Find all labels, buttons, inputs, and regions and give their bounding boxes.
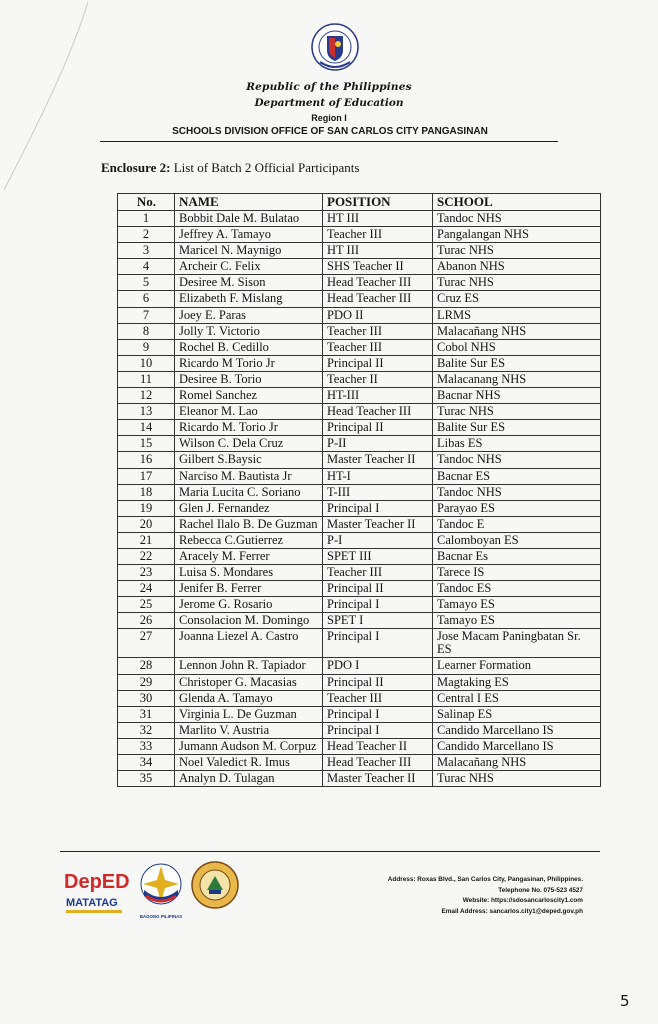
cell-position: Master Teacher II	[323, 771, 433, 787]
cell-no: 1	[118, 211, 175, 227]
cell-name: Glen J. Fernandez	[175, 500, 323, 516]
participants-table-body	[118, 211, 601, 787]
cell-position: Master Teacher II	[323, 516, 433, 532]
table-row	[118, 500, 601, 516]
footer-telephone: Telephone No. 075-523 4527	[498, 886, 583, 894]
bagong-pilipinas-logo	[136, 860, 186, 924]
footer-contact	[283, 875, 583, 917]
cell-no: 11	[118, 371, 175, 387]
cell-position: Head Teacher II	[323, 738, 433, 754]
table-row	[118, 629, 601, 658]
cell-school: Tandoc E	[433, 516, 601, 532]
cell-no: 26	[118, 613, 175, 629]
table-row	[118, 323, 601, 339]
header-divider	[100, 141, 558, 142]
cell-school: Candido Marcellano IS	[433, 738, 601, 754]
cell-no: 9	[118, 339, 175, 355]
table-row	[118, 771, 601, 787]
cell-school: Turac NHS	[433, 404, 601, 420]
cell-name: Archeir C. Felix	[175, 259, 323, 275]
table-row	[118, 516, 601, 532]
table-row	[118, 484, 601, 500]
cell-school: Malacañang NHS	[433, 755, 601, 771]
cell-no: 18	[118, 484, 175, 500]
cell-school: Abanon NHS	[433, 259, 601, 275]
footer-email: Email Address: sancarlos.city1@deped.gov.ph	[441, 907, 583, 915]
cell-name: Joey E. Paras	[175, 307, 323, 323]
cell-school: Cruz ES	[433, 291, 601, 307]
table-row	[118, 404, 601, 420]
cell-school: Bacnar ES	[433, 468, 601, 484]
table-row	[118, 613, 601, 629]
cell-school: Balite Sur ES	[433, 355, 601, 371]
cell-position: T-III	[323, 484, 433, 500]
cell-no: 2	[118, 227, 175, 243]
cell-no: 13	[118, 404, 175, 420]
cell-school: Candido Marcellano IS	[433, 722, 601, 738]
footer-address: Address: Roxas Blvd., San Carlos City, Pangasinan, Philippines.	[387, 876, 583, 883]
cell-no: 22	[118, 548, 175, 564]
cell-position: Principal I	[323, 629, 433, 658]
table-row	[118, 355, 601, 371]
cell-school: Malacañang NHS	[433, 323, 601, 339]
cell-position: Teacher III	[323, 339, 433, 355]
participants-table	[117, 193, 601, 787]
header-position: POSITION	[323, 194, 433, 211]
matatag-logo-text: MATATAG	[66, 897, 118, 909]
cell-name: Maricel N. Maynigo	[175, 243, 323, 259]
cell-no: 7	[118, 307, 175, 323]
table-row	[118, 339, 601, 355]
cell-school: Magtaking ES	[433, 674, 601, 690]
cell-school: Balite Sur ES	[433, 420, 601, 436]
cell-no: 19	[118, 500, 175, 516]
cell-position: Principal II	[323, 420, 433, 436]
page-number: 5	[620, 992, 630, 1010]
cell-school: Bacnar Es	[433, 548, 601, 564]
cell-school: Central I ES	[433, 690, 601, 706]
cell-name: Aracely M. Ferrer	[175, 548, 323, 564]
cell-position: Teacher III	[323, 323, 433, 339]
cell-name: Maria Lucita C. Soriano	[175, 484, 323, 500]
cell-position: P-I	[323, 532, 433, 548]
cell-school: Tarece IS	[433, 565, 601, 581]
deped-matatag-logo	[62, 860, 132, 930]
cell-no: 29	[118, 674, 175, 690]
table-row	[118, 291, 601, 307]
deped-seal-logo	[310, 22, 360, 74]
table-row	[118, 706, 601, 722]
cell-name: Jenifer B. Ferrer	[175, 581, 323, 597]
cell-name: Marlito V. Austria	[175, 722, 323, 738]
cell-position: Master Teacher II	[323, 452, 433, 468]
cell-no: 27	[118, 629, 175, 658]
department-line: Department of Education	[254, 97, 404, 109]
cell-school: LRMS	[433, 307, 601, 323]
cell-name: Rachel Ilalo B. De Guzman	[175, 516, 323, 532]
table-row	[118, 658, 601, 674]
region-line: Region I	[311, 113, 347, 123]
cell-no: 12	[118, 388, 175, 404]
table-row	[118, 211, 601, 227]
cell-no: 4	[118, 259, 175, 275]
cell-school: Tamayo ES	[433, 613, 601, 629]
cell-no: 31	[118, 706, 175, 722]
cell-position: Principal II	[323, 355, 433, 371]
cell-position: Teacher III	[323, 565, 433, 581]
cell-position: HT III	[323, 243, 433, 259]
cell-school: Tamayo ES	[433, 597, 601, 613]
enclosure-title: List of Batch 2 Official Participants	[173, 160, 360, 175]
cell-no: 10	[118, 355, 175, 371]
deped-logo-text: DepED	[64, 871, 130, 893]
cell-no: 25	[118, 597, 175, 613]
cell-school: Bacnar NHS	[433, 388, 601, 404]
cell-school: Turac NHS	[433, 243, 601, 259]
table-row	[118, 532, 601, 548]
cell-position: Teacher III	[323, 690, 433, 706]
cell-position: Teacher III	[323, 227, 433, 243]
cell-name: Eleanor M. Lao	[175, 404, 323, 420]
cell-position: Principal II	[323, 674, 433, 690]
cell-no: 16	[118, 452, 175, 468]
table-row	[118, 738, 601, 754]
cell-no: 33	[118, 738, 175, 754]
cell-name: Noel Valedict R. Imus	[175, 755, 323, 771]
cell-school: Tandoc NHS	[433, 452, 601, 468]
table-row	[118, 597, 601, 613]
footer-website: Website: https://sdosancarloscity1.com	[462, 897, 583, 904]
enclosure-label: Enclosure 2:	[101, 160, 171, 175]
cell-position: Head Teacher III	[323, 755, 433, 771]
cell-no: 20	[118, 516, 175, 532]
cell-name: Elizabeth F. Mislang	[175, 291, 323, 307]
cell-no: 8	[118, 323, 175, 339]
footer-divider	[60, 851, 600, 852]
cell-no: 6	[118, 291, 175, 307]
header-no: No.	[118, 194, 175, 211]
cell-name: Narciso M. Bautista Jr	[175, 468, 323, 484]
cell-name: Jolly T. Victorio	[175, 323, 323, 339]
cell-position: HT III	[323, 211, 433, 227]
cell-position: Principal II	[323, 581, 433, 597]
cell-position: PDO II	[323, 307, 433, 323]
table-row	[118, 275, 601, 291]
cell-name: Jeffrey A. Tamayo	[175, 227, 323, 243]
cell-name: Jumann Audson M. Corpuz	[175, 738, 323, 754]
cell-name: Joanna Liezel A. Castro	[175, 629, 323, 658]
cell-name: Luisa S. Mondares	[175, 565, 323, 581]
cell-name: Wilson C. Dela Cruz	[175, 436, 323, 452]
cell-school: Turac NHS	[433, 771, 601, 787]
enclosure-caption	[101, 160, 359, 176]
cell-no: 30	[118, 690, 175, 706]
cell-name: Romel Sanchez	[175, 388, 323, 404]
cell-position: Principal I	[323, 500, 433, 516]
cell-school: Cobol NHS	[433, 339, 601, 355]
cell-position: Head Teacher III	[323, 404, 433, 420]
table-row	[118, 690, 601, 706]
cell-school: Jose Macam Paningbatan Sr. ES	[433, 629, 601, 658]
table-row	[118, 259, 601, 275]
table-row	[118, 420, 601, 436]
table-row	[118, 565, 601, 581]
table-row	[118, 388, 601, 404]
table-header-row	[118, 194, 601, 211]
cell-no: 5	[118, 275, 175, 291]
cell-name: Rebecca C.Gutierrez	[175, 532, 323, 548]
cell-school: Tandoc NHS	[433, 484, 601, 500]
cell-no: 23	[118, 565, 175, 581]
cell-position: Principal I	[323, 722, 433, 738]
cell-name: Desiree B. Torio	[175, 371, 323, 387]
table-row	[118, 436, 601, 452]
cell-name: Jerome G. Rosario	[175, 597, 323, 613]
cell-school: Pangalangan NHS	[433, 227, 601, 243]
cell-position: HT-I	[323, 468, 433, 484]
table-row	[118, 307, 601, 323]
cell-school: Tandoc NHS	[433, 211, 601, 227]
cell-name: Glenda A. Tamayo	[175, 690, 323, 706]
cell-no: 35	[118, 771, 175, 787]
cell-name: Consolacion M. Domingo	[175, 613, 323, 629]
table-row	[118, 371, 601, 387]
cell-school: Tandoc ES	[433, 581, 601, 597]
table-row	[118, 548, 601, 564]
table-row	[118, 674, 601, 690]
cell-position: SHS Teacher II	[323, 259, 433, 275]
table-row	[118, 452, 601, 468]
cell-no: 14	[118, 420, 175, 436]
office-line: SCHOOLS DIVISION OFFICE OF SAN CARLOS CITY PANGASINAN	[172, 126, 488, 137]
cell-no: 21	[118, 532, 175, 548]
cell-name: Lennon John R. Tapiador	[175, 658, 323, 674]
cell-no: 34	[118, 755, 175, 771]
cell-school: Libas ES	[433, 436, 601, 452]
table-row	[118, 243, 601, 259]
cell-school: Calomboyan ES	[433, 532, 601, 548]
cell-no: 3	[118, 243, 175, 259]
cell-name: Gilbert S.Baysic	[175, 452, 323, 468]
cell-school: Turac NHS	[433, 275, 601, 291]
cell-position: SPET III	[323, 548, 433, 564]
cell-name: Virginia L. De Guzman	[175, 706, 323, 722]
table-row	[118, 227, 601, 243]
cell-position: Principal I	[323, 706, 433, 722]
table-row	[118, 755, 601, 771]
cell-no: 28	[118, 658, 175, 674]
table-row	[118, 722, 601, 738]
cell-position: SPET I	[323, 613, 433, 629]
header-name: NAME	[175, 194, 323, 211]
cell-name: Ricardo M. Torio Jr	[175, 420, 323, 436]
cell-position: Teacher II	[323, 371, 433, 387]
cell-no: 32	[118, 722, 175, 738]
table-row	[118, 581, 601, 597]
cell-school: Salinap ES	[433, 706, 601, 722]
cell-no: 15	[118, 436, 175, 452]
cell-position: Principal I	[323, 597, 433, 613]
cell-position: PDO I	[323, 658, 433, 674]
cell-name: Desiree M. Sison	[175, 275, 323, 291]
cell-no: 24	[118, 581, 175, 597]
republic-line: Republic of the Philippines	[246, 81, 412, 93]
cell-school: Learner Formation	[433, 658, 601, 674]
cell-school: Malacanang NHS	[433, 371, 601, 387]
cell-position: P-II	[323, 436, 433, 452]
cell-name: Rochel B. Cedillo	[175, 339, 323, 355]
cell-name: Bobbit Dale M. Bulatao	[175, 211, 323, 227]
cell-school: Parayao ES	[433, 500, 601, 516]
cell-position: Head Teacher III	[323, 291, 433, 307]
cell-position: Head Teacher III	[323, 275, 433, 291]
cell-position: HT-III	[323, 388, 433, 404]
bagong-pilipinas-text: BAGONG PILIPINAS	[139, 914, 183, 919]
cell-name: Ricardo M Torio Jr	[175, 355, 323, 371]
cell-no: 17	[118, 468, 175, 484]
cell-name: Christoper G. Macasias	[175, 674, 323, 690]
sdo-seal-logo	[190, 860, 240, 910]
cell-name: Analyn D. Tulagan	[175, 771, 323, 787]
scan-crease-line	[0, 0, 90, 220]
table-row	[118, 468, 601, 484]
header-school: SCHOOL	[433, 194, 601, 211]
